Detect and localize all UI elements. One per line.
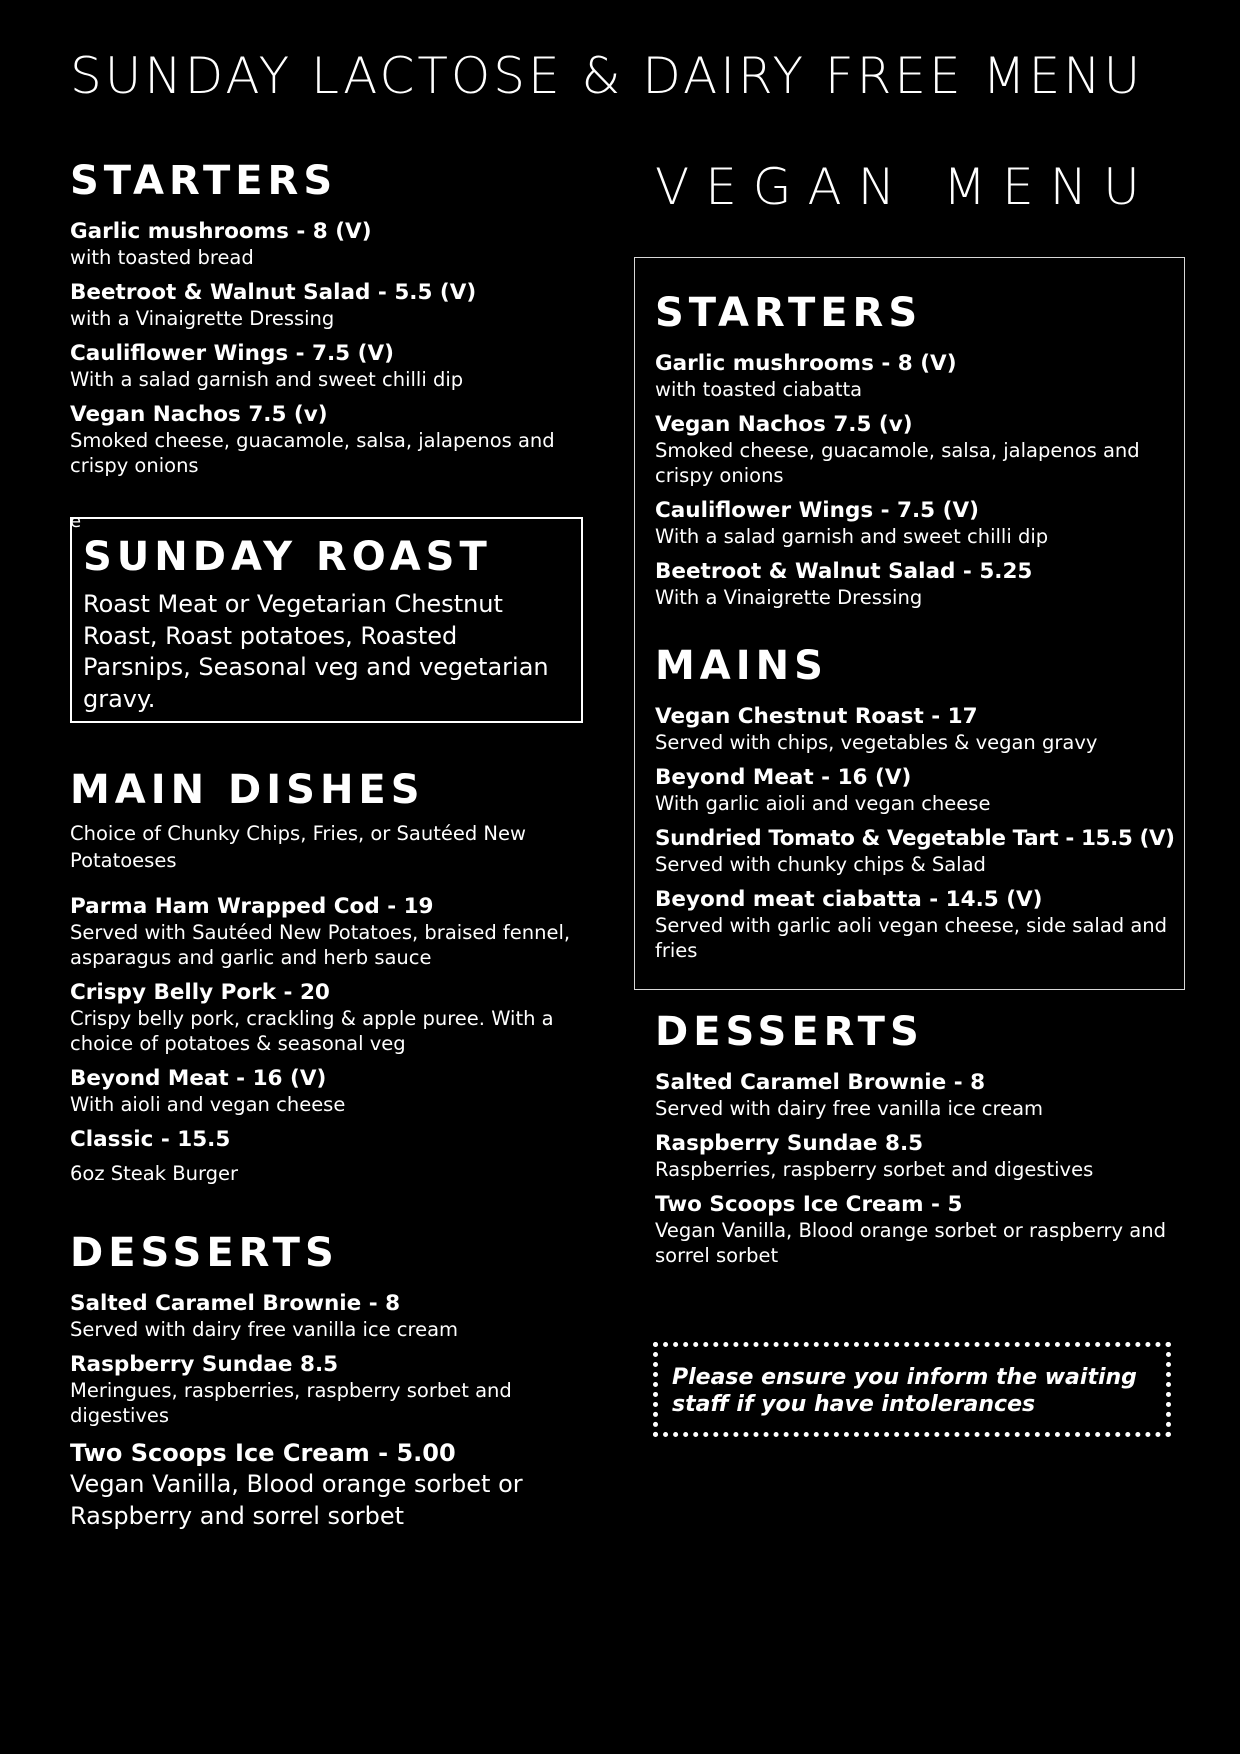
sunday-roast-box	[70, 517, 583, 723]
item-desc: With aioli and vegan cheese	[70, 1093, 346, 1116]
item-name: Parma Ham Wrapped Cod - 19	[70, 894, 434, 919]
item-desc: 6oz Steak Burger	[70, 1162, 239, 1185]
menu-item	[655, 887, 1185, 963]
main-dishes-section	[70, 766, 590, 1196]
item-name: Crispy Belly Pork - 20	[70, 980, 330, 1005]
page-title: SUNDAY LACTOSE & DAIRY FREE MENU	[70, 47, 1144, 105]
menu-item	[70, 1066, 590, 1117]
item-desc: Served with dairy free vanilla ice cream	[655, 1097, 1044, 1120]
item-name: Beyond Meat - 16 (V)	[655, 765, 912, 790]
sunday-roast-heading: SUNDAY ROAST	[83, 534, 492, 580]
item-desc: with a Vinaigrette Dressing	[70, 307, 335, 330]
vegan-starters-heading: STARTERS	[655, 290, 923, 336]
item-name: Beyond Meat - 16 (V)	[70, 1066, 327, 1091]
menu-item	[655, 559, 1185, 610]
intolerance-notice-box	[653, 1342, 1171, 1437]
item-name: Beetroot & Walnut Salad - 5.25	[655, 559, 1033, 584]
item-desc: Vegan Vanilla, Blood orange sorbet or Raspberry and sorrel sorbet	[70, 1470, 523, 1530]
vegan-mains-heading: MAINS	[655, 643, 828, 689]
menu-item	[70, 1352, 590, 1428]
vegan-menu-title: VEGAN MENU	[655, 158, 1156, 216]
menu-item	[655, 1192, 1185, 1268]
item-desc: Smoked cheese, guacamole, salsa, jalapenos and crispy onions	[70, 429, 555, 477]
item-desc: With a salad garnish and sweet chilli dip	[70, 368, 464, 391]
item-name: Vegan Chestnut Roast - 17	[655, 704, 978, 729]
item-name: Sundried Tomato & Vegetable Tart - 15.5 (V)	[655, 826, 1175, 851]
sunday-roast-desc: Roast Meat or Vegetarian Chestnut Roast, Roast potatoes, Roasted Parsnips, Seasonal veg and vegetarian gravy.	[83, 590, 549, 713]
item-name: Two Scoops Ice Cream - 5	[655, 1192, 963, 1217]
vegan-mains-section	[655, 642, 1185, 973]
vegan-starters-section	[655, 289, 1185, 620]
vegan-desserts-heading: DESSERTS	[655, 1009, 924, 1055]
menu-item	[70, 1127, 590, 1186]
desserts-heading: DESSERTS	[70, 1230, 339, 1276]
menu-item	[655, 826, 1185, 877]
menu-item	[70, 341, 590, 392]
menu-item	[70, 1438, 590, 1532]
item-desc: Served with chunky chips & Salad	[655, 853, 986, 876]
item-desc: Raspberries, raspberry sorbet and digestives	[655, 1158, 1094, 1181]
main-dishes-heading: MAIN DISHES	[70, 767, 425, 813]
item-name: Cauliflower Wings - 7.5 (V)	[655, 498, 979, 523]
item-name: Vegan Nachos 7.5 (v)	[655, 412, 913, 437]
menu-item	[70, 219, 590, 270]
menu-item	[655, 1131, 1185, 1182]
intolerance-notice: Please ensure you inform the waiting staff if you have intolerances	[672, 1365, 1137, 1417]
menu-item	[70, 280, 590, 331]
item-name: Raspberry Sundae 8.5	[655, 1131, 924, 1156]
item-name: Classic - 15.5	[70, 1127, 231, 1152]
item-desc: Meringues, raspberries, raspberry sorbet and digestives	[70, 1379, 512, 1427]
item-desc: With a salad garnish and sweet chilli dip	[655, 525, 1049, 548]
menu-item	[70, 894, 590, 970]
stray-character: e	[70, 511, 82, 532]
item-name: Two Scoops Ice Cream - 5.00	[70, 1439, 456, 1467]
desserts-section	[70, 1229, 590, 1542]
menu-item	[70, 402, 590, 478]
menu-item	[655, 498, 1185, 549]
starters-heading: STARTERS	[70, 158, 338, 204]
item-name: Beyond meat ciabatta - 14.5 (V)	[655, 887, 1043, 912]
menu-item	[655, 351, 1185, 402]
item-name: Salted Caramel Brownie - 8	[70, 1291, 401, 1316]
item-name: Cauliflower Wings - 7.5 (V)	[70, 341, 394, 366]
item-name: Salted Caramel Brownie - 8	[655, 1070, 986, 1095]
item-desc: With a Vinaigrette Dressing	[655, 586, 923, 609]
item-desc: Vegan Vanilla, Blood orange sorbet or raspberry and sorrel sorbet	[655, 1219, 1166, 1267]
menu-item	[655, 412, 1185, 488]
item-desc: Served with dairy free vanilla ice cream	[70, 1318, 459, 1341]
vegan-desserts-section	[655, 1008, 1185, 1278]
item-desc: with toasted bread	[70, 246, 254, 269]
item-name: Garlic mushrooms - 8 (V)	[70, 219, 372, 244]
main-dishes-intro: Choice of Chunky Chips, Fries, or Sautéed New Potatoeses	[70, 822, 526, 872]
item-desc: With garlic aioli and vegan cheese	[655, 792, 991, 815]
menu-item	[655, 704, 1185, 755]
item-desc: Served with chips, vegetables & vegan gravy	[655, 731, 1098, 754]
menu-item	[70, 980, 590, 1056]
starters-section	[70, 157, 590, 488]
item-name: Beetroot & Walnut Salad - 5.5 (V)	[70, 280, 477, 305]
item-desc: Served with garlic aoli vegan cheese, side salad and fries	[655, 914, 1168, 962]
item-desc: Crispy belly pork, crackling & apple puree. With a choice of potatoes & seasonal veg	[70, 1007, 554, 1055]
item-name: Vegan Nachos 7.5 (v)	[70, 402, 328, 427]
menu-item	[655, 765, 1185, 816]
item-desc: Served with Sautéed New Potatoes, braised fennel, asparagus and garlic and herb sauce	[70, 921, 571, 969]
item-name: Raspberry Sundae 8.5	[70, 1352, 339, 1377]
item-name: Garlic mushrooms - 8 (V)	[655, 351, 957, 376]
menu-item	[655, 1070, 1185, 1121]
menu-item	[70, 1291, 590, 1342]
item-desc: Smoked cheese, guacamole, salsa, jalapenos and crispy onions	[655, 439, 1140, 487]
item-desc: with toasted ciabatta	[655, 378, 863, 401]
